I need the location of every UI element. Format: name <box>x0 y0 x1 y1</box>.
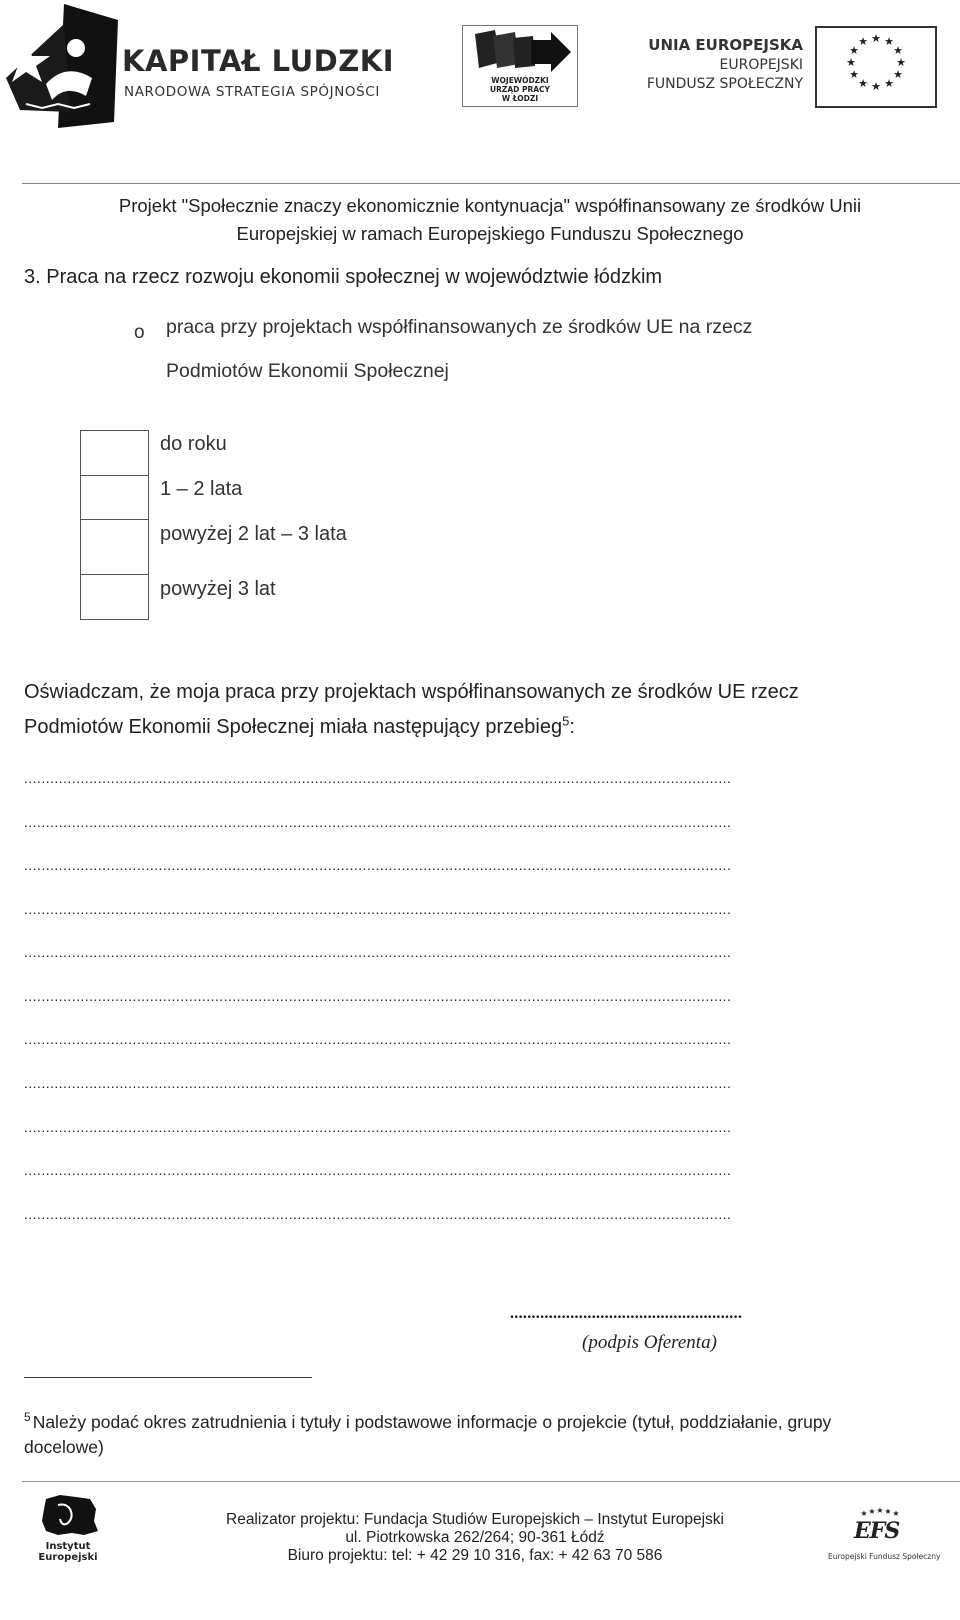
ie-logo-line-1: Instytut <box>45 1541 91 1552</box>
footnote-line-2: docelowe) <box>24 1437 104 1457</box>
svg-text:★: ★ <box>893 68 903 81</box>
bullet-marker: o <box>134 322 145 343</box>
ie-logo-line-2: Europejski <box>38 1552 98 1563</box>
option-label-2-3-lata: powyżej 2 lat – 3 lata <box>160 523 347 545</box>
svg-text:★: ★ <box>868 1507 876 1516</box>
wup-line-2: URZĄD PRACY <box>490 85 550 94</box>
eu-flag-icon <box>815 26 937 108</box>
checkbox-do-roku[interactable] <box>80 430 149 476</box>
wup-line-1: WOJEWÓDZKI <box>491 76 549 85</box>
answer-line[interactable]: ................................................................................................................................................................... <box>24 770 732 786</box>
eu-line-1: UNIA EUROPEJSKA <box>648 36 803 54</box>
section-heading: 3. Praca na rzecz rozwoju ekonomii społecznej w województwie łódzkim <box>24 266 663 288</box>
project-title <box>40 192 940 248</box>
checkbox-2-3-lata[interactable] <box>80 519 149 575</box>
svg-text:★: ★ <box>884 77 894 90</box>
footnote-line-1 <box>24 1410 924 1435</box>
instytut-europejski-logo <box>36 1493 102 1565</box>
answer-line[interactable]: ................................................................................................................................................................... <box>24 1031 732 1047</box>
wup-cards-arrow-icon <box>465 28 577 76</box>
duration-checkbox-group <box>80 430 149 620</box>
statement-line-1: Oświadczam, że moja praca przy projektach współfinansowanych ze środków UE rzecz <box>24 681 799 703</box>
svg-text:★: ★ <box>860 1509 868 1518</box>
answer-line[interactable]: ................................................................................................................................................................... <box>24 1206 732 1222</box>
footnote-ref: 5 <box>562 713 570 729</box>
header-divider <box>22 183 960 184</box>
signature-label: (podpis Oferenta) <box>582 1332 717 1353</box>
efs-mark: EFS <box>854 1518 900 1544</box>
eu-line-3: FUNDUSZ SPOŁECZNY <box>646 76 803 92</box>
answer-line[interactable]: ................................................................................................................................................................... <box>24 944 732 960</box>
bullet-text-line-1: praca przy projektach współfinansowanych ze środków UE na rzecz <box>166 316 753 338</box>
svg-text:★: ★ <box>871 80 881 93</box>
answer-line[interactable]: ................................................................................................................................................................... <box>24 857 732 873</box>
statement-line-2 <box>24 710 944 745</box>
statement <box>24 675 944 745</box>
eu-efs-logo <box>645 22 945 110</box>
checkbox-1-2-lata[interactable] <box>80 475 149 521</box>
project-title-line-2: Europejskiej w ramach Europejskiego Funduszu Społecznego <box>236 223 744 244</box>
option-label-1-2-lata: 1 – 2 lata <box>160 478 243 500</box>
statement-line-2-end: : <box>569 716 575 738</box>
footnote-number: 5 <box>24 1410 31 1425</box>
kapital-ludzki-subtitle: NARODOWA STRATEGIA SPÓJNOŚCI <box>124 84 380 100</box>
answer-line[interactable]: ................................................................................................................................................................... <box>24 988 732 1004</box>
svg-text:★: ★ <box>858 35 868 48</box>
efs-logo <box>828 1506 941 1566</box>
footnote-text: Należy podać okres zatrudnienia i tytuły i podstawowe informacje o projekcie (tytuł, poddziałanie, grupy <box>32 1412 832 1432</box>
answer-line[interactable]: ................................................................................................................................................................... <box>24 1119 732 1135</box>
svg-text:★: ★ <box>892 1509 900 1518</box>
footnote <box>24 1410 924 1460</box>
answer-line[interactable]: ................................................................................................................................................................... <box>24 901 732 917</box>
eu-line-2: EUROPEJSKI <box>719 57 803 73</box>
footnote-separator <box>24 1377 312 1378</box>
answer-line[interactable]: ................................................................................................................................................................... <box>24 814 732 830</box>
svg-text:★: ★ <box>849 44 859 57</box>
svg-text:★: ★ <box>871 32 881 45</box>
kapital-ludzki-title: KAPITAŁ LUDZKI <box>122 44 395 78</box>
wup-lodz-logo <box>462 25 578 107</box>
answer-line[interactable]: ................................................................................................................................................................... <box>24 1162 732 1178</box>
svg-text:★: ★ <box>896 56 906 69</box>
statement-line-2-text: Podmiotów Ekonomii Społecznej miała następujący przebieg <box>24 716 563 738</box>
footer-divider <box>22 1481 960 1482</box>
efs-caption: Europejski Fundusz Społeczny <box>828 1552 941 1561</box>
footer-line-3: Biuro projektu: tel: + 42 29 10 316, fax: + 42 63 70 586 <box>287 1547 663 1564</box>
answer-line[interactable]: ................................................................................................................................................................... <box>24 1075 732 1091</box>
poland-map-icon <box>36 1493 100 1537</box>
signature-line[interactable]: ...................................................... <box>510 1305 743 1322</box>
svg-text:★: ★ <box>876 1506 884 1515</box>
option-label-powyzej-3-lat: powyżej 3 lat <box>160 578 276 600</box>
checkbox-powyzej-3-lat[interactable] <box>80 574 149 620</box>
kapital-ludzki-logo <box>6 4 396 132</box>
option-label-do-roku: do roku <box>160 433 227 455</box>
bullet-text-line-2: Podmiotów Ekonomii Społecznej <box>166 360 449 382</box>
footer-line-2: ul. Piotrkowska 262/264; 90-361 Łódź <box>345 1529 605 1546</box>
wup-line-3: W ŁODZI <box>501 94 539 103</box>
svg-text:★: ★ <box>846 56 856 69</box>
svg-text:★: ★ <box>884 35 894 48</box>
svg-text:★: ★ <box>849 68 859 81</box>
kapital-ludzki-emblem-icon <box>6 4 118 132</box>
eu-stars-icon <box>817 28 935 106</box>
project-title-line-1: Projekt "Społecznie znaczy ekonomicznie kontynuacja" współfinansowany ze środków Unii <box>118 195 862 216</box>
svg-text:★: ★ <box>893 44 903 57</box>
svg-text:★: ★ <box>858 77 868 90</box>
svg-text:★: ★ <box>884 1507 892 1516</box>
footer-line-1: Realizator projektu: Fundacja Studiów Europejskich – Instytut Europejski <box>226 1511 724 1528</box>
